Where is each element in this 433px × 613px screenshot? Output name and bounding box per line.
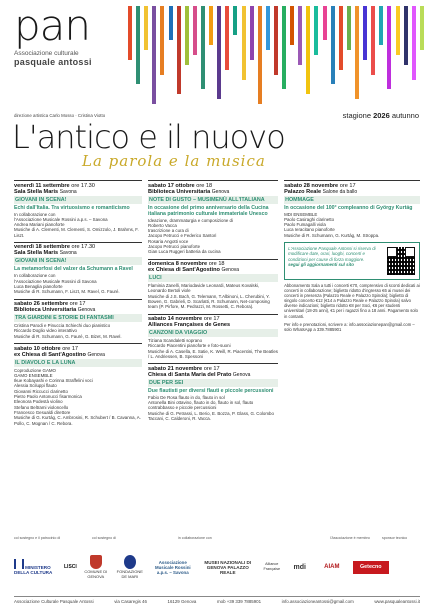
- lisci-logo: LISCI: [64, 563, 77, 570]
- comune-logo: COMUNE DI GENOVA: [83, 555, 109, 579]
- event-detail-line: In collaborazione con: [14, 273, 56, 279]
- event-venue: ex Chiesa di Sant'Agostino Genova: [14, 351, 105, 358]
- event-item: [284, 180, 420, 238]
- event-detail-line: Riccardo Piacentini pianoforte e foto-suoni: [148, 343, 231, 349]
- event-date: sabato 14 novembre ore 17: [148, 316, 220, 323]
- artistic-direction: direzione artistica Carlo Mosso · Cristina Viotto: [14, 113, 106, 118]
- musei-nazionali-logo: MUSEI NAZIONALI DI GENOVA PALAZZO REALE: [204, 559, 252, 575]
- stripe: [217, 6, 221, 99]
- event-detail-line: Roberto Vacca: [148, 222, 177, 228]
- genova-shield-icon: [90, 555, 102, 569]
- event-header: [14, 343, 142, 358]
- event-detail-line: Musiche di A. Clementi, M. Clementi, S. Omizzolo, J. Brahms, F. Liszt.: [14, 227, 139, 238]
- pan-logo: pan: [14, 1, 91, 50]
- event-category: GIOVANI IN SCENA!: [14, 257, 142, 265]
- stripe: [298, 6, 302, 65]
- event-detail-line: Flaminia Zanelli, Mariodavide Leonardi, Mateus Kovalski, Leonardo Bertoli viole: [148, 283, 260, 294]
- sponsor-logos: [14, 545, 420, 589]
- event-detail-line: Rosaria Angotti voce: [148, 238, 189, 244]
- event-header: [148, 180, 278, 195]
- event-detail-line: Luca Ieracitano pianoforte: [284, 227, 335, 233]
- event-header: [14, 242, 142, 257]
- stripe: [347, 6, 351, 50]
- alliance-francaise-logo: Alliance Française: [263, 562, 281, 571]
- event-detail-line: Paolo Fumagalli viola: [284, 222, 326, 228]
- event-detail-line: Riccardo Doglio video interattivo: [14, 328, 77, 334]
- brand-block: [14, 1, 134, 67]
- event-category: IL DIAVOLO E LA LUNA: [14, 359, 142, 367]
- stripe: [233, 6, 237, 35]
- stripe: [412, 6, 416, 80]
- event-date: domenica 8 novembre ore 18: [148, 261, 225, 268]
- event-date: sabato 10 ottobre ore 17: [14, 345, 79, 352]
- event-detail-line: l'Associazione Musicale Rossini a.p.s. – Savona: [14, 216, 108, 222]
- stripe: [177, 6, 181, 94]
- website-cta[interactable]: segui gli aggiornamenti sul sito: [288, 261, 354, 267]
- stripe: [306, 6, 310, 94]
- stripe: [209, 6, 213, 45]
- event-detail-line: MDI ENSEMBLE: [284, 211, 318, 217]
- event-header: [14, 180, 142, 195]
- stripe: [404, 6, 408, 65]
- event-detail-line: Cristina Parodi e Pinuccia Schiechi duo pianistico: [14, 323, 111, 329]
- event-title: Echi dall'Italia. Tra virtuosismo e romanticismo: [14, 204, 130, 211]
- stripe: [258, 6, 262, 104]
- event-detail-line: Pietro Paolo Antonucci fisarmonica: [14, 394, 82, 400]
- event-detail-line: Stefano Beltrami violoncello: [14, 404, 69, 410]
- event-detail-line: GAMO ENSEMBLE: [14, 372, 53, 378]
- event-item: [14, 242, 142, 295]
- event-detail-line: l'Associazione Musicale Rossini di Savona: [14, 278, 97, 284]
- stripe: [371, 6, 375, 75]
- stripe: [250, 6, 254, 60]
- stripe: [339, 6, 343, 70]
- event-details: [14, 212, 142, 238]
- event-date: sabato 28 novembre ore 17: [284, 182, 356, 189]
- event-detail-line: Fabio De Rosa flauto in do, flauto in sol: [148, 394, 225, 400]
- event-venue: Chiesa di Santa Maria del Prato Genova: [148, 371, 251, 378]
- main-title: L'antico e il nuovo: [12, 118, 285, 156]
- event-venue: ex Chiesa di Sant'Agostino Genova: [148, 267, 240, 274]
- event-detail-line: Musiche di J.S. Bach, G. Telemann, T.Albinoni, L. Cherubini, Y. Bowen, G. Gabrieli, D. Scarlatti, R. Schumann, Net-composing team (P. Pirfore, M. Pedrazzi, M. Rossetti, C. Rebora).: [148, 293, 270, 310]
- aiam-logo: AIAM: [324, 564, 340, 570]
- info-box: L'Associazione Pasquale Antossi si riserva di modificare date, orari, luoghi, concerti e condizioni per cause di forza maggiore. segui gli aggiornamenti sul sito: [284, 242, 420, 280]
- event-header: [148, 314, 278, 329]
- event-title: In occasione del primo anniversario della Cucina italiana patrimonio culturale immateriale Unesco: [148, 204, 269, 217]
- getecno-logo: Getecno: [353, 561, 389, 574]
- event-item: [14, 180, 142, 238]
- event-detail-line: Paolo Casiraghi clarinetto: [284, 216, 335, 222]
- event-category: NOTE DI GUSTO – MUSIMENÙ ALL'ITALIANA: [148, 196, 278, 204]
- event-details: [148, 283, 278, 309]
- event-detail-line: Coproduzione GAMO: [14, 367, 56, 373]
- event-header: [148, 259, 278, 274]
- stripe: [225, 6, 229, 70]
- event-item: [148, 180, 278, 255]
- event-category: LUCI: [148, 274, 278, 282]
- fondazione-logo: FONDAZIONE DE MARI: [115, 555, 145, 579]
- event-detail-line: Jacopo Petrucci e Federico Santori: [148, 233, 217, 239]
- mdi-logo: mdi: [293, 563, 306, 571]
- event-detail-line: Andrea Mariani pianoforte: [14, 222, 65, 228]
- event-detail-line: Musiche di R. Schumann, F. Liszt, M. Ravel, G. Fauré.: [14, 289, 120, 295]
- event-details: [14, 323, 142, 339]
- event-details: [148, 338, 278, 359]
- event-category: GIOVANI IN SCENA!: [14, 196, 142, 204]
- event-detail-line: Jacopo Petrucci pianoforte: [148, 243, 201, 249]
- event-header: [14, 299, 142, 314]
- script-subtitle: La parola e la musica: [82, 152, 266, 170]
- event-detail-line: Musiche di R. Schumann, G. Kurtág, M. Stroppa.: [284, 232, 380, 238]
- event-date: venerdì 11 settembre ore 17.30: [14, 182, 95, 189]
- footer-email-link[interactable]: info.associazioneantossi@gmail.com: [281, 599, 354, 604]
- event-category: CANZONI DA VIAGGIO: [148, 329, 278, 337]
- stripe: [274, 6, 278, 75]
- event-venue: Alliances Françaises de Genes: [148, 322, 231, 329]
- subscription-info: Abbonamento Sala a tutti i concerti €70, comprensivo di sconti dedicati ai concerti in collaborazione; biglietto ridotto d'ingresso €6 ai musei dei concerti in presenza (Palazzo Reale e Palazzo Spinola); biglietto di singolo concerto €12 (€14 a Palazzo Reale e Palazzo Spinola) salvo diverse indicazioni; biglietto ridotto €8 per Soci, €6 per studenti universitari (18-25 anni), €1 per i ragazzi fino a 18 anni. Pagamento solo in contanti.: [284, 282, 420, 319]
- event-details: [14, 368, 142, 426]
- event-detail-line: Musiche di G. Kurtág, C. Ambrosini, R. Schubert / B. Cavanna, A. Pollo, C. Mognan / C. Rebora.: [14, 415, 141, 426]
- fondazione-mark-icon: [124, 555, 136, 569]
- stripe: [185, 6, 189, 65]
- event-category: HOMMAGE: [284, 196, 420, 204]
- event-category: TRA GIARDINI E STORIE DI FANTASMI: [14, 314, 142, 322]
- event-detail-line: Ikue Kobayashi e Corinna Straffelini voci: [14, 378, 93, 384]
- event-venue: Sala Stella Maris Savona: [14, 250, 77, 257]
- stripe: [242, 6, 246, 80]
- event-date: sabato 17 ottobre ore 18: [148, 182, 213, 189]
- event-item: [148, 314, 278, 360]
- event-detail-line: In collaborazione con: [14, 211, 56, 217]
- stripe: [152, 6, 156, 104]
- event-venue: Palazzo Reale Salone da ballo: [284, 188, 358, 195]
- event-detail-line: trascrizione a cura di: [148, 228, 189, 234]
- event-title: La metamorfosi del valzer da Schumann a Ravel: [14, 266, 133, 273]
- event-item: [148, 363, 278, 421]
- event-detail-line: Musiche di A. Casella, E. Satie, K. Weill, R. Piacentini, The Beatles / L. Andriessen, B. Spessoni: [148, 348, 278, 359]
- event-item: [14, 299, 142, 339]
- stripe: [420, 6, 424, 50]
- event-detail-line: Ideazione, drammaturgia e composizione di: [148, 217, 233, 223]
- event-detail-line: Francesco Gesualdi direttore: [14, 409, 71, 415]
- event-details: [148, 218, 278, 255]
- association-label: Associazione culturale: [14, 50, 79, 57]
- stripe: [323, 6, 327, 40]
- event-detail-line: Antonella Bini ottavino, flauto in do, flauto in sol, flauto contrabbasso e piccole percussioni: [148, 400, 254, 411]
- stripe: [169, 6, 173, 40]
- event-detail-line: Giovanni Riccucci clarinetto: [14, 388, 68, 394]
- event-date: venerdì 18 settembre ore 17.30: [14, 244, 96, 251]
- stripe: [379, 6, 383, 45]
- rossini-association-logo: Associazione Musicale Rossini a.p.s. – Savona: [154, 559, 191, 575]
- event-detail-line: Eleonora Podestà violino: [14, 399, 63, 405]
- program-column-3: [284, 180, 420, 532]
- event-detail-line: Musiche di G. Petrassi, L. Berio, E. Bozza, P. Glass, G. Colombo Taccani, C. Calderoni, R. Vacca.: [148, 410, 274, 421]
- decorative-stripes: [128, 6, 428, 104]
- footer-labels: col sostegno e il patrocinio di col sostegno di in collaborazione con l'Associazione è membro sponsor tecnico: [14, 536, 408, 540]
- event-details: [284, 212, 420, 238]
- stripe: [282, 6, 286, 89]
- stripe: [387, 6, 391, 89]
- event-title: Due flautisti per diversi flauti e piccole percussioni: [148, 387, 274, 394]
- event-details: [14, 273, 142, 294]
- stripe: [193, 6, 197, 55]
- event-item: [14, 343, 142, 426]
- event-date: sabato 21 novembre ore 17: [148, 365, 220, 372]
- stripe: [201, 6, 205, 89]
- stripe: [396, 6, 400, 55]
- event-details: [148, 395, 278, 421]
- event-detail-line: Luca Benaglia pianoforte: [14, 284, 63, 290]
- stripe: [355, 6, 359, 99]
- season-label: stagione 2026 autunno: [342, 111, 419, 120]
- event-title: In occasione del 100° compleanno di György Kurtág: [284, 204, 413, 211]
- event-category: DUE PER SEI: [148, 379, 278, 387]
- stripe: [363, 6, 367, 60]
- program-columns: [14, 180, 420, 532]
- event-header: [284, 180, 420, 195]
- footer-address-bar: Associazione Culturale Pasquale Antossi via Casaregis 46 16129 Genova mob +39 339 7885901 info.associazioneantossi@gmail.com www.pasqualeantossi.it: [14, 596, 420, 604]
- association-name: pasquale antossi: [14, 57, 92, 67]
- event-item: [148, 259, 278, 310]
- program-column-2: [148, 180, 278, 532]
- stripe: [290, 6, 294, 45]
- event-detail-line: Gian Luca Ruggeri batteria da cucina: [148, 249, 221, 255]
- event-detail-line: Tiziana Scandaletti soprano: [148, 338, 203, 344]
- event-detail-line: Musiche di R. Schumann, G. Fauré, G. Bizet, M. Ravel.: [14, 333, 122, 339]
- stripe: [331, 6, 335, 84]
- event-detail-line: Alessia Sciluppi flauto: [14, 383, 57, 389]
- event-header: [148, 363, 278, 378]
- event-venue: Biblioteca Universitaria Genova: [148, 188, 230, 195]
- ministero-logo: MINISTERO DELLA CULTURA: [14, 559, 58, 575]
- qr-code-icon[interactable]: [387, 247, 415, 275]
- event-date: sabato 26 settembre ore 17: [14, 301, 86, 308]
- stripe: [160, 6, 164, 75]
- program-column-1: [14, 180, 142, 532]
- event-venue: Biblioteca Universitaria Genova: [14, 307, 96, 314]
- stripe: [266, 6, 270, 50]
- footer-website-link[interactable]: www.pasqualeantossi.it: [374, 599, 420, 604]
- contact-info: Per info e prenotazioni, scrivere a: info.associazionepan@gmail.com – solo WhatsApp a 339.7885901: [284, 321, 415, 332]
- event-venue: Sala Stella Maris Savona: [14, 188, 77, 195]
- stripe: [136, 6, 140, 84]
- stripe: [314, 6, 318, 55]
- ministero-mark-icon: [14, 559, 24, 569]
- stripe: [144, 6, 148, 50]
